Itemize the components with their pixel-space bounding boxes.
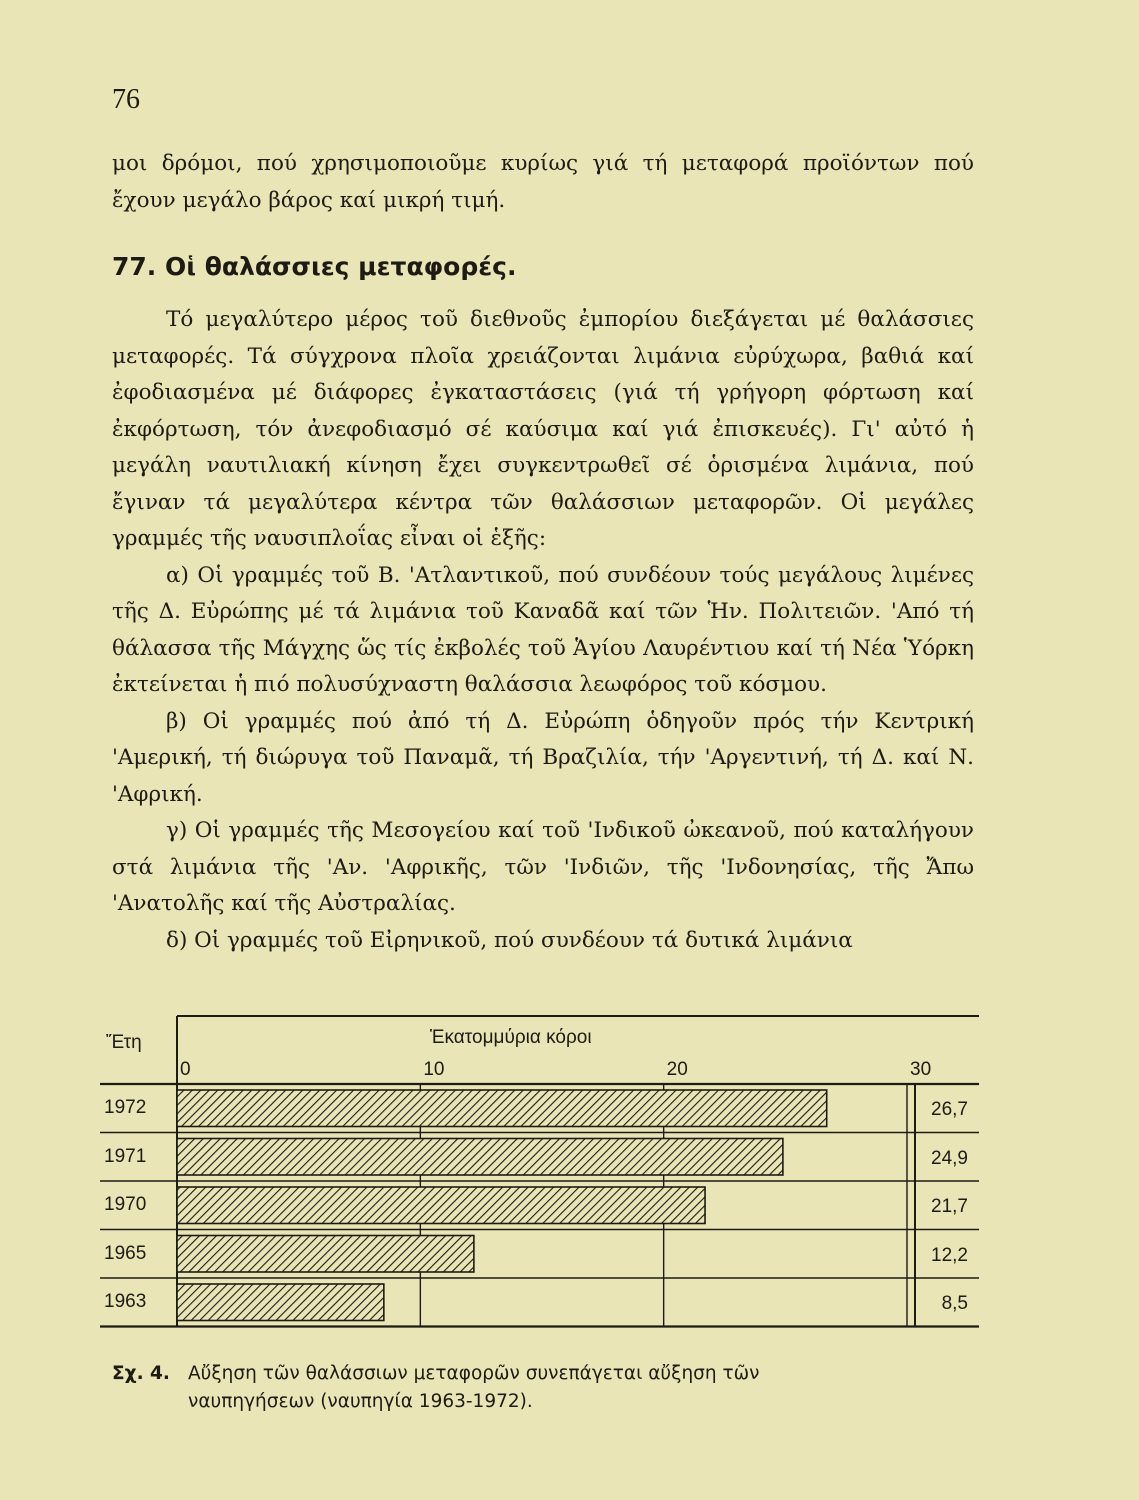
value-label-1963: 8,5: [941, 1293, 968, 1314]
main-paragraph: Τό μεγαλύτερο μέρος τοῦ διεθνοῦς ἐμπορίου διεξάγεται μέ θαλάσσιες μεταφορές. Τά σύγχρονα πλοῖα χρειάζονται λιμάνια εὐρύχωρα, βαθιά καί ἐφοδιασμένα μέ διάφορες ἐγκαταστάσεις (γιά τή γρήγορη φόρτωση καί ἐκφόρτωση, τόν ἀνεφοδιασμό σέ καύσιμα καί γιά ἐπισκευές). Γι' αὐτό ἡ μεγάλη ναυτιλιακή κίνηση ἔχει συγκεντρωθεῖ σέ ὁρισμένα λιμάνια, πού ἔγιναν τά μεγαλύτερα κέντρα τῶν θαλάσσιων μεταφορῶν. Οἱ μεγάλες γραμμές τῆς ναυσιπλοΐας εἶναι οἱ ἑξῆς:: [112, 307, 974, 551]
value-label-1970: 21,7: [931, 1196, 968, 1217]
section-heading: [112, 252, 516, 281]
tick-label-30: 30: [910, 1059, 932, 1080]
year-label-1972: 1972: [104, 1097, 147, 1118]
figure-caption: [112, 1360, 759, 1416]
section-number: 77.: [112, 252, 157, 281]
body-text: [112, 302, 974, 959]
caption-line-2: ναυπηγήσεων (ναυπηγία 1963-1972).: [188, 1391, 533, 1412]
intro-paragraph: μοι δρόμοι, πού χρησιμοποιοῦμε κυρίως γιά τή μεταφορά προϊόντων πού ἔχουν μεγάλο βάρος καί μικρή τιμή.: [112, 151, 974, 213]
list-item-a: α) Οἱ γραμμές τοῦ Β. 'Ατλαντικοῦ, πού συνδέουν τούς μεγάλους λιμένες τῆς Δ. Εὐρώπης μέ τά λιμάνια τοῦ Καναδᾶ καί τῶν Ἡν. Πολιτειῶν. 'Από τή θάλασσα τῆς Μάγχης ὥς τίς ἐκβολές τοῦ Ἁγίου Λαυρέντιου καί τή Νέα Ὑόρκη ἐκτείνεται ἡ πιό πολυσύχναστη θαλάσσια λεωφόρος τοῦ κόσμου.: [112, 562, 974, 697]
chart-canvas: [100, 1012, 984, 1332]
unit-label: Ἑκατομμύρια κόροι: [430, 1027, 592, 1048]
bar-1971: [177, 1139, 783, 1176]
list-item-b: β) Οἱ γραμμές πού ἀπό τή Δ. Εὐρώπη ὁδηγοῦν πρός τήν Κεντρική 'Αμερική, τή διώρυγα τοῦ Παναμᾶ, τή Βραζιλία, τήν 'Αργεντινή, τή Δ. καί Ν. 'Αφρική.: [112, 708, 974, 807]
caption-line-1: Αὔξηση τῶν θαλάσσιων μεταφορῶν συνεπάγεται αὔξηση τῶν: [188, 1363, 760, 1384]
tick-label-0: 0: [180, 1059, 191, 1080]
value-label-1965: 12,2: [931, 1244, 968, 1266]
bar-1965: [177, 1236, 474, 1273]
tick-label-10: 10: [423, 1059, 445, 1080]
intro-text: [112, 146, 974, 219]
years-column-header: Ἔτη: [106, 1032, 142, 1053]
year-label-1965: 1965: [104, 1242, 147, 1264]
value-label-1971: 24,9: [931, 1147, 968, 1169]
page-number: 76: [112, 84, 140, 115]
bar-1970: [177, 1187, 705, 1224]
shipbuilding-bar-chart: [100, 1012, 984, 1332]
year-label-1971: 1971: [104, 1145, 147, 1167]
year-label-1963: 1963: [104, 1291, 147, 1312]
bar-1972: [177, 1090, 827, 1127]
value-label-1972: 26,7: [931, 1099, 968, 1120]
list-item-d: δ) Οἱ γραμμές τοῦ Εἰρηνικοῦ, πού συνδέουν τά δυτικά λιμάνια: [166, 927, 853, 953]
section-title: Οἱ θαλάσσιες μεταφορές.: [165, 252, 517, 281]
tick-label-20: 20: [666, 1059, 688, 1080]
caption-label: Σχ. 4.: [112, 1363, 170, 1384]
list-item-c: γ) Οἱ γραμμές τῆς Μεσογείου καί τοῦ 'Ινδικοῦ ὠκεανοῦ, πού καταλήγουν στά λιμάνια τῆς 'Αν. 'Αφρικῆς, τῶν 'Ινδιῶν, τῆς 'Ινδονησίας, τῆς Ἄπω 'Ανατολῆς καί τῆς Αὐστραλίας.: [112, 818, 974, 916]
year-label-1970: 1970: [104, 1194, 147, 1215]
bar-1963: [177, 1284, 384, 1321]
